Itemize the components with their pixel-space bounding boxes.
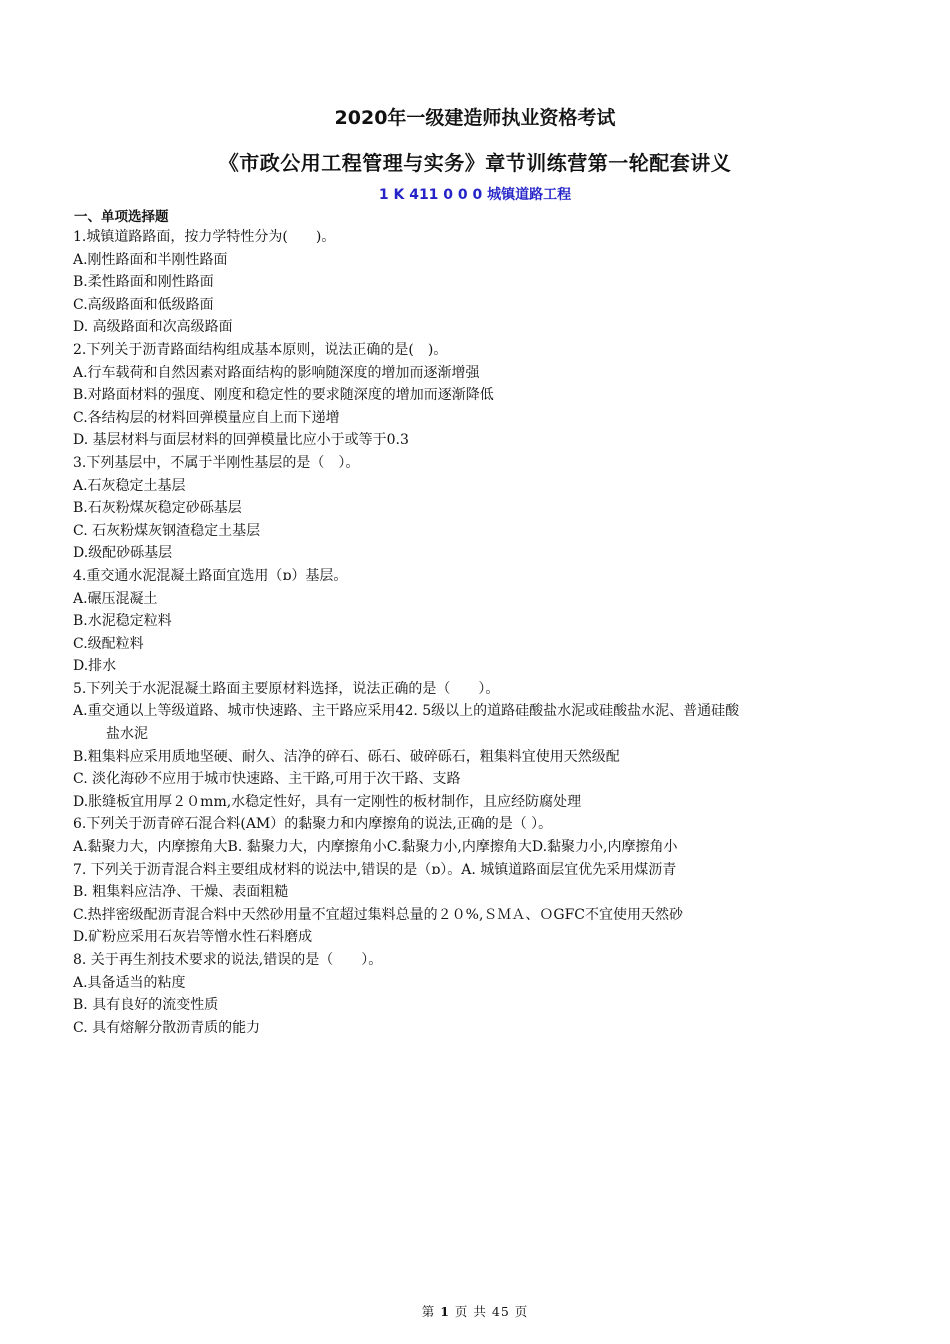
document-title-line2: 《市政公用工程管理与实务》章节训练营第一轮配套讲义 xyxy=(218,151,732,175)
text-line: A.碾压混凝土 xyxy=(73,590,158,607)
text-line: 4.重交通水泥混凝土路面宜选用（ɒ）基层。 xyxy=(73,567,348,584)
page-number: 1 xyxy=(440,1304,450,1319)
text-line: A.具备适当的粘度 xyxy=(73,974,186,991)
text-line: C. 淡化海砂不应用于城市快速路、主干路,可用于次干路、支路 xyxy=(73,771,461,788)
text-line: A.刚性路面和半刚性路面 xyxy=(73,251,228,268)
text-line: B.对路面材料的强度、刚度和稳定性的要求随深度的增加而逐渐降低 xyxy=(73,387,494,404)
text-line: 7. 下列关于沥青混合料主要组成材料的说法中,错误的是（ɒ）。A. 城镇道路面层宜优先采用煤沥青 xyxy=(73,861,677,878)
text-line: B. 粗集料应洁净、干燥、表面粗糙 xyxy=(73,884,289,901)
text-line: D.矿粉应采用石灰岩等憎水性石料磨成 xyxy=(73,929,313,946)
text-line: B.粗集料应采用质地坚硬、耐久、洁净的碎石、砾石、破碎砾石，粗集料宜使用天然级配 xyxy=(73,748,620,765)
text-line: D. 高级路面和次高级路面 xyxy=(73,319,233,336)
text-line-continuation: 盐水泥 xyxy=(106,726,148,743)
text-line: D. 基层材料与面层材料的回弹模量比应小于或等于0.3 xyxy=(73,432,409,449)
footer-suffix: 页 xyxy=(514,1304,529,1319)
text-line: A.重交通以上等级道路、城市快速路、主干路应采用42. 5级以上的道路硅酸盐水泥或硅酸盐水泥、普通硅酸 xyxy=(73,703,740,720)
section-title: 一、单项选择题 xyxy=(74,209,169,225)
text-line: 1.城镇道路路面，按力学特性分为( )。 xyxy=(73,229,336,245)
text-line: C.热拌密级配沥青混合料中天然砂用量不宜超过集料总量的２０%,ＳＭＡ、ＯGFC不宜使用天然砂 xyxy=(73,906,684,923)
text-line: 2.下列关于沥青路面结构组成基本原则，说法正确的是( )。 xyxy=(73,341,448,358)
text-line: B.柔性路面和刚性路面 xyxy=(73,274,214,291)
footer-prefix: 第 xyxy=(421,1304,436,1319)
text-line: A.行车载荷和自然因素对路面结构的影响随深度的增加而逐渐增强 xyxy=(73,364,480,381)
text-line: C. 石灰粉煤灰钢渣稳定土基层 xyxy=(73,522,261,539)
text-line: C.级配粒料 xyxy=(73,635,144,652)
text-line: 8. 关于再生剂技术要求的说法,错误的是（ ）。 xyxy=(73,952,383,968)
text-line: D.胀缝板宜用厚２０mm,水稳定性好，具有一定刚性的板材制作，且应经防腐处理 xyxy=(73,793,582,810)
page-footer xyxy=(0,1302,950,1320)
text-line: B.石灰粉煤灰稳定砂砾基层 xyxy=(73,500,242,517)
document-title-line1: 2020年一级建造师执业资格考试 xyxy=(334,107,616,129)
text-line: C. 具有熔解分散沥青质的能力 xyxy=(73,1019,261,1036)
text-line: D.排水 xyxy=(73,658,117,675)
question-list xyxy=(73,226,893,1039)
text-line: B. 具有良好的流变性质 xyxy=(73,997,219,1014)
text-line: A.石灰稳定土基层 xyxy=(73,477,186,494)
text-line: C.各结构层的材料回弹模量应自上而下递增 xyxy=(73,409,340,426)
text-line: A.黏聚力大，内摩擦角大B. 黏聚力大，内摩擦角小C.黏聚力小,内摩擦角大D.黏聚力小,内摩擦角小 xyxy=(73,839,678,856)
text-line: C.高级路面和低级路面 xyxy=(73,296,214,313)
text-line: D.级配砂砾基层 xyxy=(73,545,173,562)
text-line: 5.下列关于水泥混凝土路面主要原材料选择，说法正确的是（ ）。 xyxy=(73,680,500,697)
text-line: B.水泥稳定粒料 xyxy=(73,613,172,630)
total-pages: 45 xyxy=(491,1304,510,1319)
text-line: 3.下列基层中，不属于半刚性基层的是（ ）。 xyxy=(73,454,360,471)
footer-middle: 页 共 xyxy=(454,1304,487,1319)
chapter-heading: 1 K 411 0 0 0 城镇道路工程 xyxy=(378,187,572,203)
text-line: 6.下列关于沥青碎石混合料(AM）的黏聚力和内摩擦角的说法,正确的是（ ）。 xyxy=(73,816,553,833)
